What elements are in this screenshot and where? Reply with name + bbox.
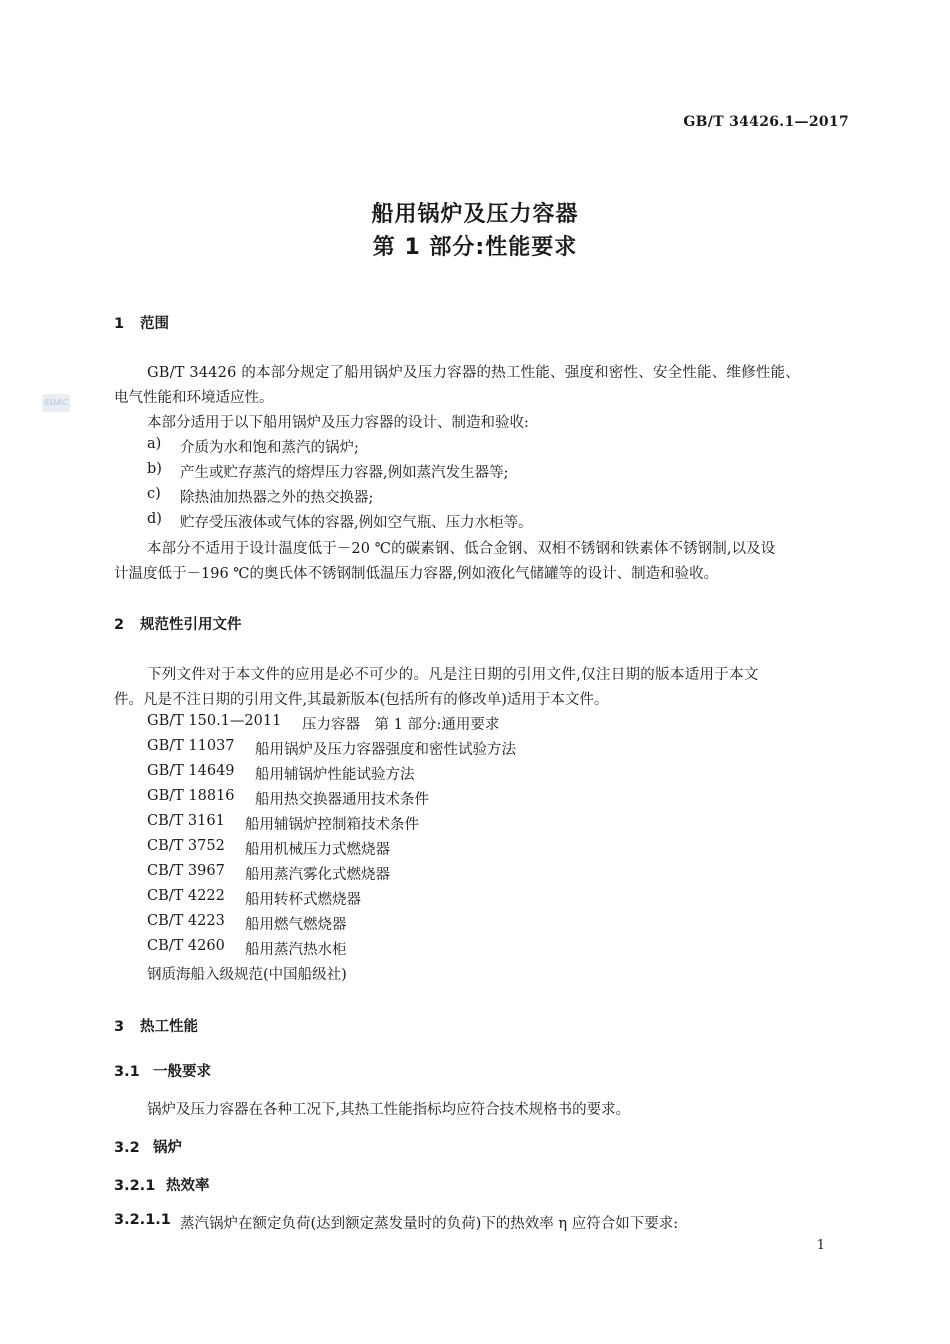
reference-title: 船用蒸汽热水柜 — [245, 942, 347, 958]
reference-code: GB/T 14649 — [147, 763, 235, 779]
watermark-logo: SDAC — [42, 394, 70, 412]
section-title: 一般要求 — [153, 1064, 211, 1080]
paragraph-line: GB/T 34426 的本部分规定了船用锅炉及压力容器的热工性能、强度和密性、安全性能、维修性能、 — [147, 365, 800, 381]
list-item-label: c) — [147, 486, 161, 502]
section-number: 1 — [114, 316, 125, 332]
list-item-label: b) — [147, 461, 162, 477]
list-item-text: 贮存受压液体或气体的容器,例如空气瓶、压力水柜等。 — [180, 515, 533, 531]
section-title: 热工性能 — [140, 1019, 198, 1035]
paragraph-line: 蒸汽锅炉在额定负荷(达到额定蒸发量时的负荷)下的热效率 η 应符合如下要求: — [180, 1216, 679, 1232]
section-number: 3 — [114, 1019, 125, 1035]
section-number: 3.2 — [114, 1140, 140, 1156]
list-item-label: d) — [147, 511, 162, 527]
reference-code: CB/T 4223 — [147, 913, 225, 929]
paragraph-line: 电气性能和环境适应性。 — [114, 390, 274, 406]
section-number: 3.2.1 — [114, 1178, 156, 1194]
section-title: 热效率 — [166, 1178, 210, 1194]
reference-title: 船用辅锅炉性能试验方法 — [255, 767, 415, 783]
subsection-heading-3-1 — [114, 1060, 211, 1081]
paragraph-line: 本部分适用于以下船用锅炉及压力容器的设计、制造和验收: — [147, 415, 529, 431]
reference-title: 船用燃气燃烧器 — [245, 917, 347, 933]
reference-code: CB/T 3752 — [147, 838, 225, 854]
reference-title: 船用锅炉及压力容器强度和密性试验方法 — [255, 742, 516, 758]
reference-title: 船用机械压力式燃烧器 — [245, 842, 390, 858]
reference-title: 船用热交换器通用技术条件 — [255, 792, 429, 808]
paragraph-line: 计温度低于－196 ℃的奥氏体不锈钢制低温压力容器,例如液化气储罐等的设计、制造和验收。 — [114, 566, 719, 582]
section-title: 锅炉 — [153, 1140, 182, 1156]
reference-code: CB/T 4260 — [147, 938, 225, 954]
section-title: 范围 — [140, 316, 169, 332]
subsection-heading-3-2-1 — [114, 1174, 210, 1195]
reference-title: 船用转杯式燃烧器 — [245, 892, 361, 908]
clause-number: 3.2.1.1 — [114, 1212, 171, 1228]
section-title: 规范性引用文件 — [140, 617, 242, 633]
reference-code: GB/T 150.1—2011 — [147, 713, 282, 729]
reference-title: 船用辅锅炉控制箱技术条件 — [245, 817, 419, 833]
section-number: 2 — [114, 617, 125, 633]
reference-title: 船用蒸汽雾化式燃烧器 — [245, 867, 390, 883]
reference-title: 压力容器 第 1 部分:通用要求 — [302, 717, 500, 733]
section-heading-2 — [114, 613, 242, 634]
reference-code: GB/T 18816 — [147, 788, 235, 804]
section-heading-1 — [114, 312, 169, 333]
list-item-label: a) — [147, 436, 162, 452]
section-number: 3.1 — [114, 1064, 140, 1080]
list-item-text: 介质为水和饱和蒸汽的锅炉; — [180, 440, 359, 456]
list-item-text: 产生或贮存蒸汽的熔焊压力容器,例如蒸汽发生器等; — [180, 465, 509, 481]
paragraph-line: 本部分不适用于设计温度低于－20 ℃的碳素钢、低合金钢、双相不锈钢和铁素体不锈钢制,以及设 — [147, 541, 776, 557]
list-item-text: 除热油加热器之外的热交换器; — [180, 490, 374, 506]
paragraph-line: 下列文件对于本文件的应用是必不可少的。凡是注日期的引用文件,仅注日期的版本适用于本文 — [147, 667, 759, 683]
subsection-heading-3-2 — [114, 1136, 182, 1157]
reference-code: CB/T 3161 — [147, 813, 225, 829]
section-heading-3 — [114, 1015, 198, 1036]
paragraph-line: 件。凡是不注日期的引用文件,其最新版本(包括所有的修改单)适用于本文件。 — [114, 692, 609, 708]
standard-number-header: GB/T 34426.1—2017 — [683, 114, 849, 130]
reference-title: 钢质海船入级规范(中国船级社) — [147, 967, 347, 983]
page-number: 1 — [816, 1238, 825, 1253]
document-title: 船用锅炉及压力容器 — [371, 202, 579, 227]
paragraph-line: 锅炉及压力容器在各种工况下,其热工性能指标均应符合技术规格书的要求。 — [147, 1102, 631, 1118]
reference-code: CB/T 3967 — [147, 863, 225, 879]
reference-code: GB/T 11037 — [147, 738, 235, 754]
document-subtitle: 第 1 部分:性能要求 — [372, 235, 578, 260]
reference-code: CB/T 4222 — [147, 888, 225, 904]
